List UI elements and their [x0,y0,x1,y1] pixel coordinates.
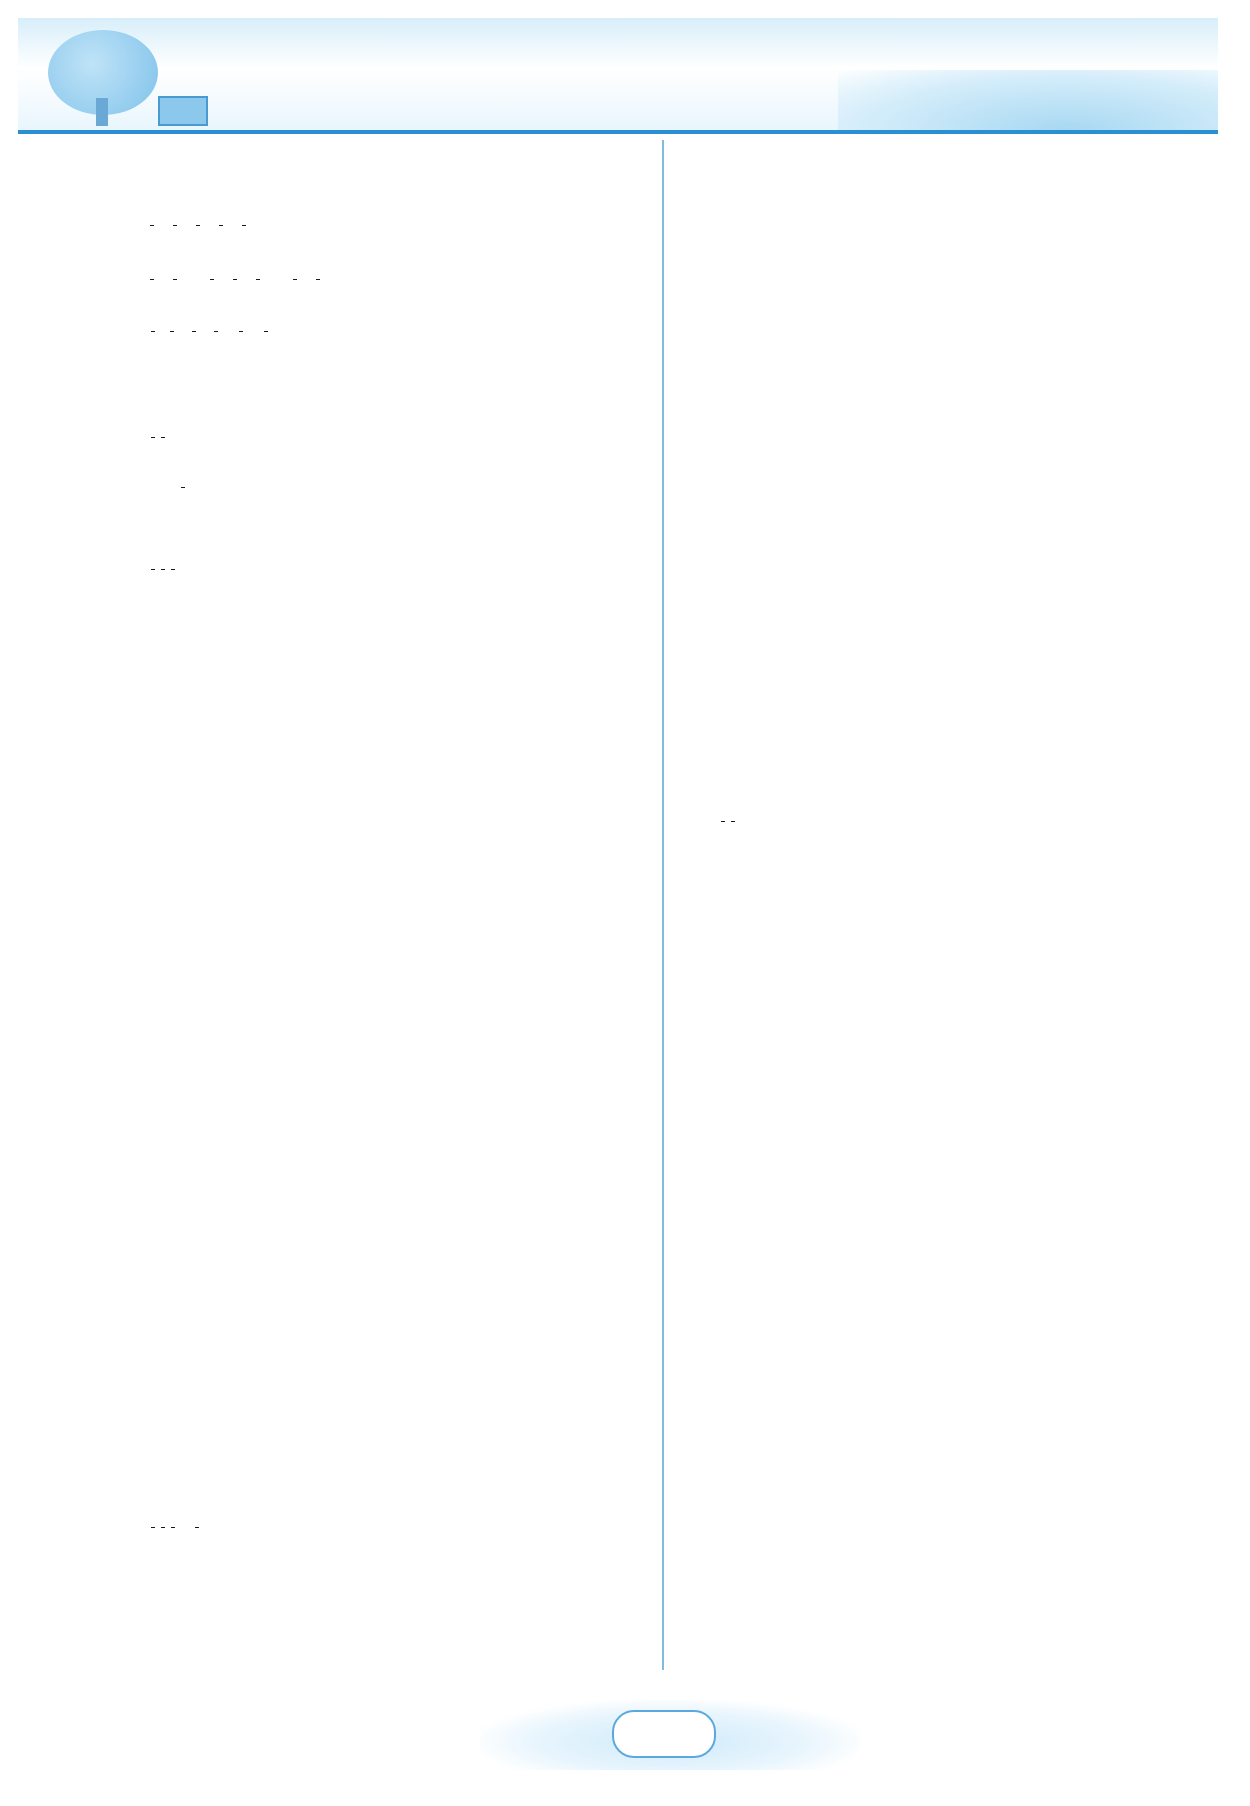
numerator [151,569,155,570]
fraction [151,331,155,332]
numerator [161,569,165,570]
fraction [192,331,196,332]
fraction [196,225,200,226]
numerator [196,225,200,226]
fraction [151,1527,155,1528]
numerator [239,331,243,332]
numerator [171,569,175,570]
numerator [219,225,223,226]
numerator [242,225,246,226]
numerator [161,437,165,438]
fraction [181,487,185,488]
fraction [214,331,218,332]
numerator [731,821,735,822]
numerator [264,331,268,332]
fraction [219,225,223,226]
numerator [150,225,154,226]
numerator [721,821,725,822]
fraction [731,821,735,822]
fraction [151,569,155,570]
tree-trunk [96,98,108,126]
numerator [151,331,155,332]
fraction [150,279,154,280]
numerator [233,279,237,280]
fraction [721,821,725,822]
fraction [195,1527,199,1528]
fraction [151,437,155,438]
answer-line [148,308,271,354]
numerator [192,331,196,332]
fraction [171,569,175,570]
numerator [150,279,154,280]
numerator [195,1527,199,1528]
numerator [316,279,320,280]
numerator [173,279,177,280]
fraction [239,331,243,332]
numerator [293,279,297,280]
answer-line [148,202,249,248]
numerator [151,437,155,438]
column-divider [662,140,664,1670]
fraction [171,1527,175,1528]
numerator [181,487,185,488]
fraction [264,331,268,332]
numerator [161,1527,165,1528]
numerator [170,331,174,332]
fraction [161,437,165,438]
answer-line [718,798,738,844]
house-illustration [158,96,208,126]
answer-line [148,546,178,592]
numerator [151,1527,155,1528]
numerator [173,225,177,226]
numerator [210,279,214,280]
fraction [161,1527,165,1528]
fraction [210,279,214,280]
fraction [173,279,177,280]
fraction [161,569,165,570]
answer-line [178,464,188,510]
answer-line [148,256,323,302]
hill-illustration [838,70,1218,130]
fraction [150,225,154,226]
fraction [170,331,174,332]
header-banner [18,18,1218,134]
answer-line [148,1504,202,1550]
fraction [173,225,177,226]
numerator [214,331,218,332]
answer-line [148,414,168,460]
fraction [256,279,260,280]
fraction [293,279,297,280]
page-number [612,1710,716,1758]
numerator [171,1527,175,1528]
fraction [316,279,320,280]
numerator [256,279,260,280]
fraction [233,279,237,280]
fraction [242,225,246,226]
